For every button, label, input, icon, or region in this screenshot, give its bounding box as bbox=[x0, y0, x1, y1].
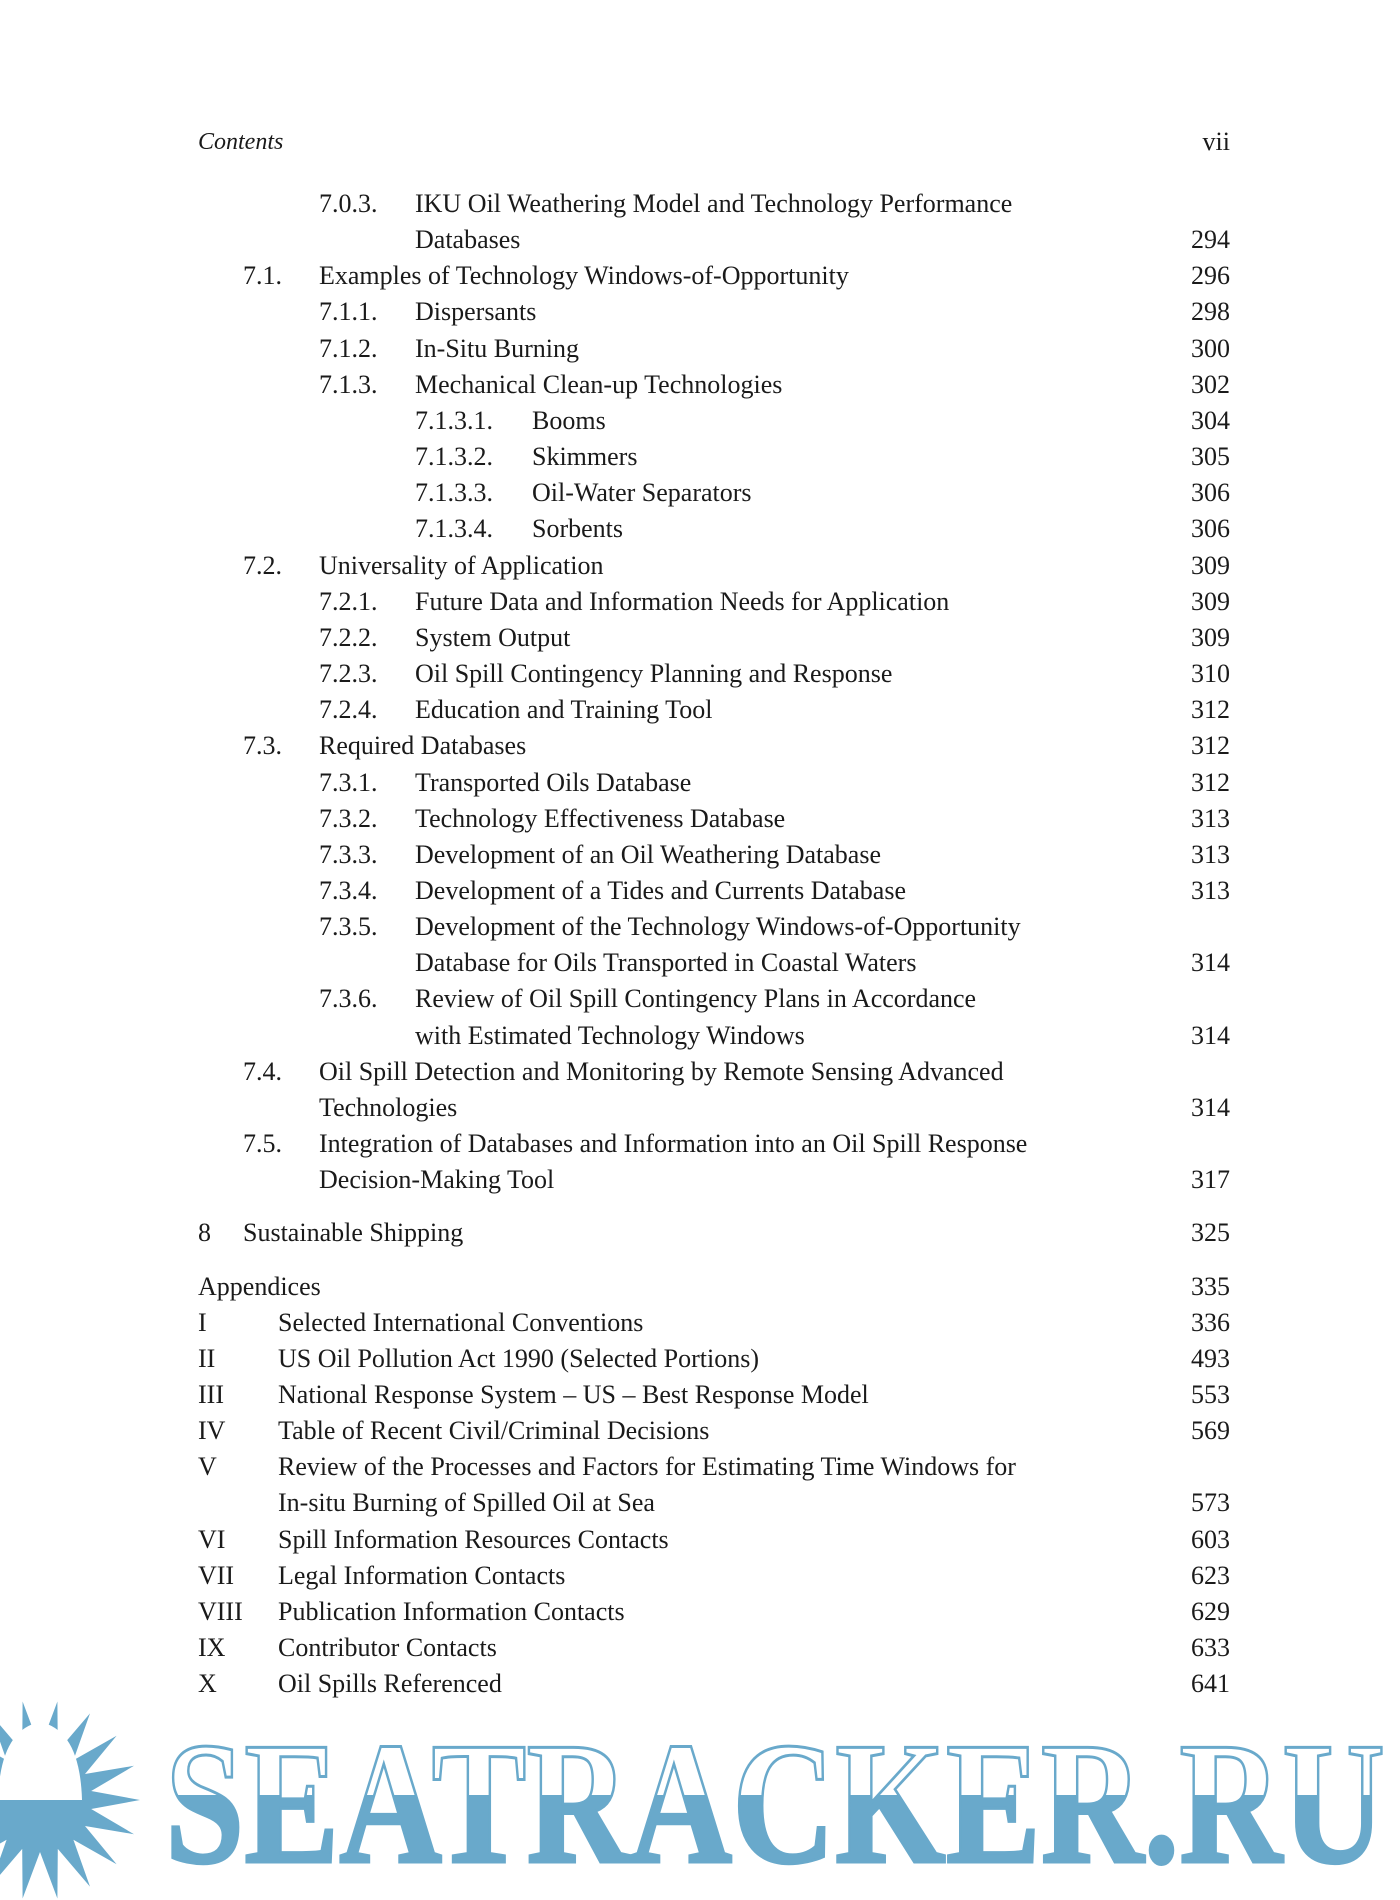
sun-icon bbox=[0, 1702, 140, 1899]
toc-entry-page: 629 bbox=[1191, 1596, 1230, 1626]
toc-entry-number: 7.2. bbox=[243, 550, 282, 580]
toc-entry-title: In-situ Burning of Spilled Oil at Sea bbox=[278, 1488, 655, 1518]
toc-entry[interactable] bbox=[198, 837, 1230, 873]
toc-entry-number: 7.1.1. bbox=[319, 297, 378, 327]
toc-entry-page: 573 bbox=[1191, 1488, 1230, 1518]
toc-entry-page: 300 bbox=[1191, 333, 1230, 363]
toc-entry-title: IKU Oil Weathering Model and Technology Performance bbox=[415, 189, 1013, 218]
toc-entry-title: Review of Oil Spill Contingency Plans in Accordance bbox=[415, 984, 977, 1014]
toc-entry-title: Universality of Application bbox=[319, 550, 604, 580]
toc-entry-title: National Response System – US – Best Response Model bbox=[278, 1380, 869, 1409]
toc-entry-number: 7.3.4. bbox=[319, 875, 378, 905]
toc-entry-page: 306 bbox=[1191, 478, 1230, 508]
toc-entry-page: 312 bbox=[1191, 731, 1230, 761]
toc-entry[interactable] bbox=[198, 656, 1230, 692]
toc-entry-title: Sustainable Shipping bbox=[243, 1218, 464, 1248]
toc-entry-number: 7.3.2. bbox=[319, 803, 378, 833]
toc-entry-page: 317 bbox=[1191, 1165, 1230, 1195]
toc-entry-number: 7.2.2. bbox=[319, 622, 378, 652]
toc-entry-number: 7.1.3.3. bbox=[415, 478, 493, 508]
toc-entry-page: 294 bbox=[1191, 225, 1230, 255]
running-header bbox=[198, 124, 1230, 160]
toc-entry-title: Database for Oils Transported in Coastal Waters bbox=[415, 948, 917, 978]
toc-entry-page: 302 bbox=[1191, 369, 1230, 399]
toc-entry-number: 7.2.4. bbox=[319, 695, 378, 725]
toc-entry-title: Development of an Oil Weathering Database bbox=[415, 839, 881, 869]
toc-entry[interactable] bbox=[198, 1341, 1230, 1377]
toc-entry-title: Development of a Tides and Currents Database bbox=[415, 875, 907, 905]
toc-entry-number: I bbox=[198, 1307, 207, 1337]
toc-entry[interactable] bbox=[198, 1215, 1230, 1251]
toc-entry-title: Education and Training Tool bbox=[415, 695, 713, 725]
toc-entry-title: Decision-Making Tool bbox=[319, 1165, 555, 1195]
toc-entry[interactable] bbox=[198, 765, 1230, 801]
toc-entry-title: Table of Recent Civil/Criminal Decisions bbox=[278, 1416, 710, 1446]
toc-entry[interactable] bbox=[198, 584, 1230, 620]
toc-entry-number: VII bbox=[198, 1560, 235, 1590]
toc-entry[interactable] bbox=[198, 186, 1230, 258]
toc-entry[interactable] bbox=[198, 1594, 1230, 1630]
toc-entry-page: 310 bbox=[1191, 659, 1230, 689]
toc-entry[interactable] bbox=[198, 1630, 1230, 1666]
page-number: vii bbox=[1202, 127, 1230, 156]
toc-entry-page: 312 bbox=[1191, 767, 1230, 797]
toc-entry[interactable] bbox=[198, 258, 1230, 294]
toc-entry-page: 305 bbox=[1191, 442, 1230, 472]
toc-entry-title: Appendices bbox=[198, 1271, 321, 1301]
toc-entry-title: Selected International Conventions bbox=[278, 1307, 644, 1337]
toc-entry-page: 296 bbox=[1191, 261, 1230, 291]
toc-entry-title: Databases bbox=[415, 225, 521, 255]
toc-entry[interactable] bbox=[198, 1377, 1230, 1413]
toc-entry-number: VIII bbox=[198, 1596, 243, 1626]
toc-entry-number: 7.2.3. bbox=[319, 659, 378, 689]
toc-entry[interactable] bbox=[198, 511, 1230, 547]
toc-entry-title: Skimmers bbox=[532, 442, 638, 472]
toc-entry-number: 7.1.3.4. bbox=[415, 514, 493, 544]
watermark-text: SEATRACKER.RU bbox=[165, 1706, 1385, 1900]
toc-entry[interactable] bbox=[198, 1413, 1230, 1449]
toc-entry[interactable] bbox=[198, 981, 1230, 1053]
toc-entry[interactable] bbox=[198, 403, 1230, 439]
toc-entry[interactable] bbox=[198, 1054, 1230, 1126]
toc-entry-page: 603 bbox=[1191, 1524, 1230, 1554]
toc-entry-title: Mechanical Clean-up Technologies bbox=[415, 369, 783, 399]
toc-entry-page: 312 bbox=[1191, 695, 1230, 725]
toc-entry[interactable] bbox=[198, 548, 1230, 584]
toc-entry-number: III bbox=[198, 1380, 224, 1409]
toc-entry[interactable] bbox=[198, 1558, 1230, 1594]
toc-entry-title: Spill Information Resources Contacts bbox=[278, 1524, 669, 1554]
toc-entry-page: 633 bbox=[1191, 1633, 1230, 1663]
toc-entry[interactable] bbox=[198, 1305, 1230, 1341]
toc-entry-number: 7.4. bbox=[243, 1056, 282, 1086]
toc-entry-number: 7.1.3.1. bbox=[415, 405, 493, 435]
toc-entry-page: 641 bbox=[1191, 1669, 1230, 1699]
toc-entry-page: 313 bbox=[1191, 803, 1230, 833]
toc-entry-title: US Oil Pollution Act 1990 (Selected Portions) bbox=[278, 1343, 759, 1373]
toc-entry-title: Oil Spill Contingency Planning and Response bbox=[415, 659, 893, 689]
toc-entry-title: Examples of Technology Windows-of-Opportunity bbox=[319, 261, 849, 291]
toc-entry-title: Booms bbox=[532, 405, 606, 435]
toc-entry-number: 7.3.6. bbox=[319, 984, 378, 1014]
toc-entry-title: Technology Effectiveness Database bbox=[415, 803, 786, 833]
toc-entry-title: In-Situ Burning bbox=[415, 333, 579, 363]
toc-entry-page: 314 bbox=[1191, 1020, 1230, 1050]
toc-entry-number: 7.0.3. bbox=[319, 189, 378, 218]
toc-entry-title: Required Databases bbox=[319, 731, 527, 761]
toc-entry-number: 7.1.3. bbox=[319, 369, 378, 399]
toc-entry-page: 309 bbox=[1191, 586, 1230, 616]
toc-entry-title: Technologies bbox=[319, 1092, 458, 1122]
toc-entry[interactable] bbox=[198, 1522, 1230, 1558]
toc-entry-page: 309 bbox=[1191, 622, 1230, 652]
toc-entry-page: 335 bbox=[1191, 1271, 1230, 1301]
seatracker-watermark-logo bbox=[0, 1690, 1400, 1900]
toc-entry-number: 7.2.1. bbox=[319, 586, 378, 616]
toc-entry[interactable] bbox=[198, 909, 1230, 981]
toc-entry-number: 7.3.1. bbox=[319, 767, 378, 797]
toc-entry-page: 309 bbox=[1191, 550, 1230, 580]
toc-entry-title: Publication Information Contacts bbox=[278, 1596, 625, 1626]
toc-entry-number: 7.3.5. bbox=[319, 912, 378, 942]
toc-entry-page: 623 bbox=[1191, 1560, 1230, 1590]
toc-entry-page: 325 bbox=[1191, 1218, 1230, 1248]
toc-entry[interactable] bbox=[198, 331, 1230, 367]
toc-entry-title: Integration of Databases and Information into an Oil Spill Response bbox=[319, 1129, 1028, 1159]
toc-entry-number: 7.3.3. bbox=[319, 839, 378, 869]
toc-entry-page: 304 bbox=[1191, 405, 1230, 435]
table-of-contents bbox=[198, 186, 1230, 1702]
toc-entry-page: 493 bbox=[1191, 1343, 1230, 1373]
toc-entry-title: Contributor Contacts bbox=[278, 1633, 497, 1663]
toc-entry-title: Oil-Water Separators bbox=[532, 478, 752, 508]
toc-entry-page: 569 bbox=[1191, 1416, 1230, 1446]
toc-entry[interactable] bbox=[198, 1126, 1230, 1198]
toc-entry[interactable] bbox=[198, 439, 1230, 475]
toc-entry[interactable] bbox=[198, 1449, 1230, 1521]
toc-entry-number: 7.1. bbox=[243, 261, 282, 291]
toc-entry-number: IX bbox=[198, 1633, 226, 1663]
toc-entry-title: Legal Information Contacts bbox=[278, 1560, 566, 1590]
toc-entry[interactable] bbox=[198, 367, 1230, 403]
toc-entry-number: 7.1.3.2. bbox=[415, 442, 493, 472]
toc-entry-page: 306 bbox=[1191, 514, 1230, 544]
toc-entry-page: 314 bbox=[1191, 948, 1230, 978]
toc-entry-title: with Estimated Technology Windows bbox=[415, 1020, 805, 1050]
toc-entry-number: II bbox=[198, 1343, 216, 1373]
toc-entry-number: V bbox=[198, 1452, 217, 1482]
toc-entry-number: X bbox=[198, 1669, 217, 1699]
toc-entry-page: 314 bbox=[1191, 1092, 1230, 1122]
toc-entry-page: 313 bbox=[1191, 839, 1230, 869]
running-header-title: Contents bbox=[198, 129, 284, 155]
toc-entry[interactable] bbox=[198, 692, 1230, 728]
toc-entry-title: Sorbents bbox=[532, 514, 623, 544]
toc-entry-page: 553 bbox=[1191, 1380, 1230, 1409]
toc-entry-number: 7.3. bbox=[243, 731, 282, 761]
toc-entry-number: 7.1.2. bbox=[319, 333, 378, 363]
toc-entry-title: Oil Spill Detection and Monitoring by Remote Sensing Advanced bbox=[319, 1056, 1004, 1086]
toc-entry[interactable] bbox=[198, 801, 1230, 837]
toc-entry-page: 298 bbox=[1191, 297, 1230, 327]
toc-entry-number: 8 bbox=[198, 1218, 211, 1248]
toc-entry[interactable] bbox=[198, 728, 1230, 764]
toc-entry-number: 7.5. bbox=[243, 1129, 282, 1159]
toc-entry-page: 336 bbox=[1191, 1307, 1230, 1337]
toc-entry-title: Dispersants bbox=[415, 297, 537, 327]
toc-entry-title: Transported Oils Database bbox=[415, 767, 692, 797]
toc-entry-title: System Output bbox=[415, 622, 571, 652]
toc-entry-title: Review of the Processes and Factors for Estimating Time Windows for bbox=[278, 1452, 1016, 1482]
toc-entry-title: Development of the Technology Windows-of-Opportunity bbox=[415, 912, 1021, 942]
toc-entry[interactable] bbox=[198, 1269, 1230, 1305]
toc-entry-page: 313 bbox=[1191, 875, 1230, 905]
toc-entry[interactable] bbox=[198, 620, 1230, 656]
toc-entry-title: Future Data and Information Needs for Application bbox=[415, 586, 950, 616]
toc-entry-number: IV bbox=[198, 1416, 226, 1446]
toc-entry[interactable] bbox=[198, 873, 1230, 909]
toc-entry[interactable] bbox=[198, 294, 1230, 330]
toc-entry-number: VI bbox=[198, 1524, 226, 1554]
toc-entry[interactable] bbox=[198, 475, 1230, 511]
toc-entry-title: Oil Spills Referenced bbox=[278, 1669, 502, 1699]
